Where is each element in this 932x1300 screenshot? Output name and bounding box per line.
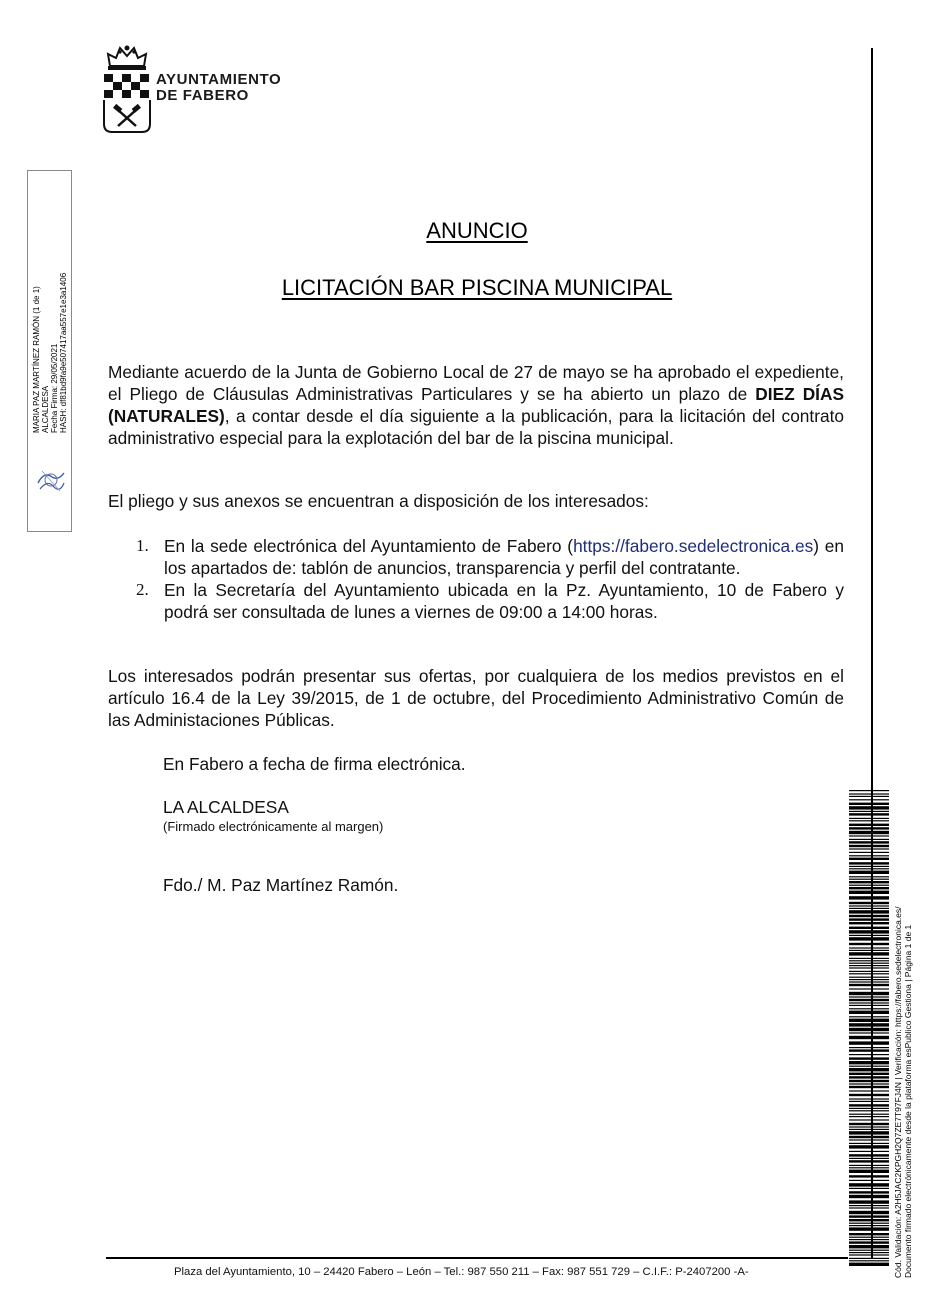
list-item <box>108 535 844 579</box>
org-name-line2: DE FABERO <box>156 87 249 104</box>
signer-role: LA ALCALDESA <box>163 797 289 817</box>
org-name-line1: AYUNTAMIENTO <box>156 71 282 88</box>
sede-electronica-link[interactable]: https://fabero.sedelectronica.es <box>573 536 814 556</box>
verification-platform-line: Documento firmado electrónicamente desde la plataforma esPublico Gestiona | Página 1 de 1 <box>903 924 913 1278</box>
signer-name: Fdo./ M. Paz Martínez Ramón. <box>163 875 399 895</box>
signature-role: ALCALDESA <box>41 385 50 433</box>
barcode-icon <box>849 790 889 1266</box>
verification-code-line: Cód. Validación: A2H5JAC2KPGH2Q7ZE7T97FJ4N | Verificación: https://fabero.sedelectronica.es/ <box>893 906 903 1278</box>
deadline-highlight: DIEZ DÍAS (NATURALES) <box>108 384 844 426</box>
list-item <box>108 579 844 623</box>
signature-date: Fecha Firma: 29/05/2021 <box>50 343 59 433</box>
signature-hash: HASH: df81bd9fa9e507417aa557e1e3a1406 <box>59 272 68 433</box>
verification-text <box>893 858 923 1278</box>
paragraph-offers: Los interesados podrán presentar sus ofertas, por cualquiera de los medios previstos en el artículo 16.4 de la Ley 39/2015, de 1 de octubre, del Procedimiento Administrativo Común de las Administaciones Públicas. <box>108 666 844 730</box>
paragraph-availability: El pliego y sus anexos se encuentran a disposición de los interesados: <box>108 491 649 511</box>
availability-list <box>108 535 844 623</box>
list-item-number: 1. <box>136 536 149 555</box>
list-item-text-b: ) en los apartados de: tablón de anuncios, transparencia y perfil del contratante. <box>164 536 844 578</box>
document-subtitle: LICITACIÓN BAR PISCINA MUNICIPAL <box>281 275 673 300</box>
place-date: En Fabero a fecha de firma electrónica. <box>163 754 466 774</box>
signature-signer: MARIA PAZ MARTÍNEZ RAMÓN (1 de 1) <box>32 286 41 433</box>
paragraph-agreement-text-a: Mediante acuerdo de la Junta de Gobierno Local de 27 de mayo se ha aprobado el expediente, el Pliego de Cláusulas Administrativas Particulares y se ha abierto un plazo de <box>108 362 844 404</box>
list-item-text-a: En la sede electrónica del Ayuntamiento de Fabero ( <box>164 536 574 556</box>
signature-stamp-icon <box>34 463 68 497</box>
paragraph-agreement-text-b: , a contar desde el día siguiente a la publicación, para la licitación del contrato administrativo especial para la explotación del bar de la piscina municipal. <box>108 406 844 448</box>
signer-role-note: (Firmado electrónicamente al margen) <box>163 819 384 834</box>
list-item-number: 2. <box>136 580 149 599</box>
organization-name <box>156 72 281 104</box>
list-item-text: En la Secretaría del Ayuntamiento ubicada en la Pz. Ayuntamiento, 10 de Fabero y podrá ser consultada de lunes a viernes de 09:00 a 14:00 horas. <box>164 580 844 622</box>
paragraph-agreement <box>108 361 844 449</box>
coat-of-arms-icon <box>102 44 152 134</box>
footer-address: Plaza del Ayuntamiento, 10 – 24420 Fabero – León – Tel.: 987 550 211 – Fax: 987 551 729 – C.I.F.: P-2407200 -A- <box>174 1266 749 1278</box>
footer-rule <box>106 1257 848 1259</box>
document-title: ANUNCIO <box>426 218 528 243</box>
